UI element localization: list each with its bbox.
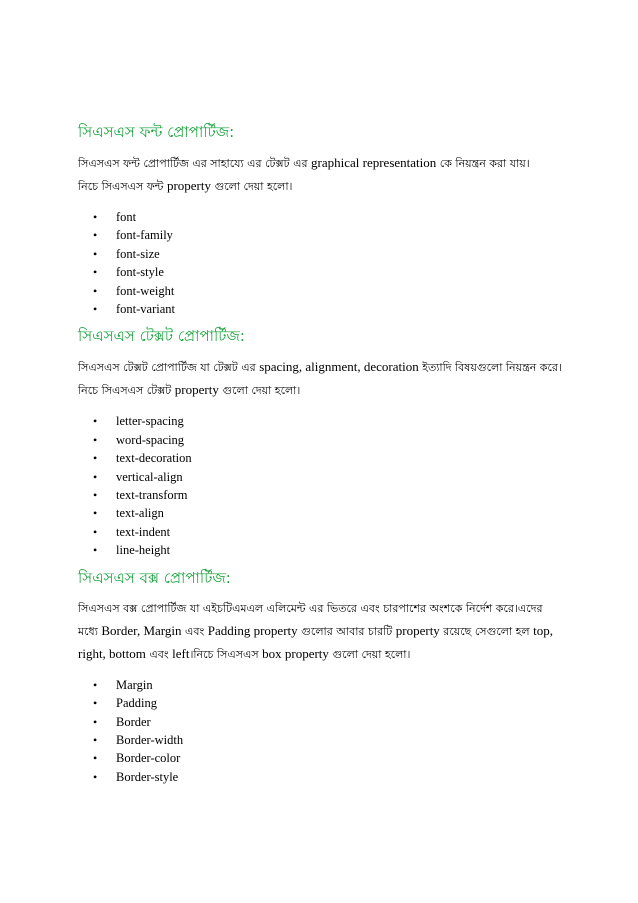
bullet-icon: • xyxy=(93,506,98,521)
list-item xyxy=(78,694,564,712)
bullet-icon: • xyxy=(93,302,98,317)
list-item-label: font-style xyxy=(116,265,164,280)
list-item-label: line-height xyxy=(116,543,171,558)
list-item-label: font-weight xyxy=(116,283,175,298)
text: ।নিচে সিএসএস xyxy=(189,647,263,661)
text: box property xyxy=(262,645,329,661)
list-item xyxy=(78,282,564,300)
bullet-icon: • xyxy=(93,469,98,484)
text: সিএসএস বক্স প্রোপার্টিজ যা এইচটিএমএল এলিমেন্ট এর ভিতরে এবং চারপাশের অংশকে নির্দেশ করে।এদের মধ্যে xyxy=(78,601,543,638)
bullet-icon: • xyxy=(93,283,98,298)
bullet-icon: • xyxy=(93,228,98,243)
list-item-label: font-variant xyxy=(116,302,176,317)
list-item xyxy=(78,523,564,541)
list-item xyxy=(78,208,564,226)
list-item-label: vertical-align xyxy=(116,469,183,484)
text: property xyxy=(395,622,440,638)
list-item-label: Border xyxy=(116,714,151,729)
list-item xyxy=(78,300,564,318)
list-item-label: font-size xyxy=(116,246,160,261)
list-item-label: Margin xyxy=(116,677,153,692)
bullet-icon: • xyxy=(93,414,98,429)
list-item-label: text-transform xyxy=(116,488,188,503)
bullet-icon: • xyxy=(93,432,98,447)
bullet-icon: • xyxy=(93,246,98,261)
text: সিএসএস টেক্সট প্রোপার্টিজ যা টেক্সট এর xyxy=(78,361,260,375)
list-item-label: text-indent xyxy=(116,524,171,539)
list-item-label: Padding xyxy=(116,696,157,711)
section-font-properties xyxy=(78,122,564,318)
bullet-icon: • xyxy=(93,524,98,539)
list-item-label: text-decoration xyxy=(116,451,192,466)
text: গুলো দেয়া হলো। xyxy=(210,180,293,193)
text: left xyxy=(172,645,190,661)
list-item-label: text-align xyxy=(116,506,164,521)
heading-text-properties: সিএসএস টেক্সট প্রোপার্টিজ: xyxy=(78,327,245,346)
list-item xyxy=(78,731,564,749)
document-content xyxy=(78,122,564,794)
bullet-icon: • xyxy=(93,543,98,558)
text: Border, Margin xyxy=(101,622,182,638)
list-item xyxy=(78,749,564,767)
box-property-list xyxy=(78,676,564,786)
text: top, right, bottom xyxy=(78,622,553,661)
text: রয়েছে সেগুলো হল xyxy=(439,624,534,638)
text: spacing, alignment, decoration xyxy=(259,359,419,375)
text: সিএসএস ফন্ট প্রোপার্টিজ এর সাহায্যে এর টেক্সট এর xyxy=(78,157,312,170)
heading-box-properties: সিএসএস বক্স প্রোপার্টিজ: xyxy=(78,568,231,587)
text: গুলো দেয়া হলো। xyxy=(218,384,301,398)
bullet-icon: • xyxy=(93,677,98,692)
list-item-label: word-spacing xyxy=(116,432,185,447)
text: property xyxy=(174,382,219,398)
list-item-label: font xyxy=(116,210,137,224)
list-item-label: letter-spacing xyxy=(116,414,184,429)
font-property-list xyxy=(78,208,564,318)
font-paragraph-2 xyxy=(78,175,564,198)
bullet-icon: • xyxy=(93,769,98,784)
text-paragraph-1 xyxy=(78,356,564,402)
list-item xyxy=(78,486,564,504)
list-item xyxy=(78,449,564,467)
list-item xyxy=(78,504,564,522)
bullet-icon: • xyxy=(93,732,98,747)
list-item xyxy=(78,676,564,694)
text: graphical representation xyxy=(311,155,437,170)
bullet-icon: • xyxy=(93,751,98,766)
bullet-icon: • xyxy=(93,488,98,503)
text-property-list xyxy=(78,412,564,559)
list-item xyxy=(78,541,564,559)
text: গুলোর আবার চারটি xyxy=(297,624,396,638)
list-item xyxy=(78,263,564,281)
list-item xyxy=(78,412,564,430)
text: ইত্যাদি বিষয়গুলো নিয়ন্ত্রন করে। নিচে সিএসএস টেক্সট xyxy=(78,361,562,398)
list-item-label: Border-color xyxy=(116,751,181,766)
list-item xyxy=(78,768,564,786)
section-box-properties xyxy=(78,568,564,786)
text: নিচে সিএসএস ফন্ট xyxy=(78,180,167,193)
text: property xyxy=(166,178,211,193)
text: এবং xyxy=(145,647,173,661)
bullet-icon: • xyxy=(93,210,98,224)
font-paragraph-1 xyxy=(78,152,564,175)
list-item-label: Border-style xyxy=(116,769,179,784)
bullet-icon: • xyxy=(93,265,98,280)
bullet-icon: • xyxy=(93,714,98,729)
box-paragraph-1 xyxy=(78,598,564,666)
bullet-icon: • xyxy=(93,696,98,711)
section-text-properties xyxy=(78,326,564,559)
heading-font-properties: সিএসএস ফন্ট প্রোপার্টিজ: xyxy=(78,123,235,141)
list-item-label: font-family xyxy=(116,228,173,243)
text: কে নিয়ন্ত্রন করা যায়। xyxy=(436,157,530,170)
text: Padding property xyxy=(207,622,298,638)
bullet-icon: • xyxy=(93,451,98,466)
list-item xyxy=(78,245,564,263)
text: এবং xyxy=(181,624,208,638)
list-item xyxy=(78,468,564,486)
text: গুলো দেয়া হলো। xyxy=(328,647,411,661)
list-item xyxy=(78,431,564,449)
list-item xyxy=(78,713,564,731)
list-item xyxy=(78,226,564,244)
list-item-label: Border-width xyxy=(116,732,184,747)
